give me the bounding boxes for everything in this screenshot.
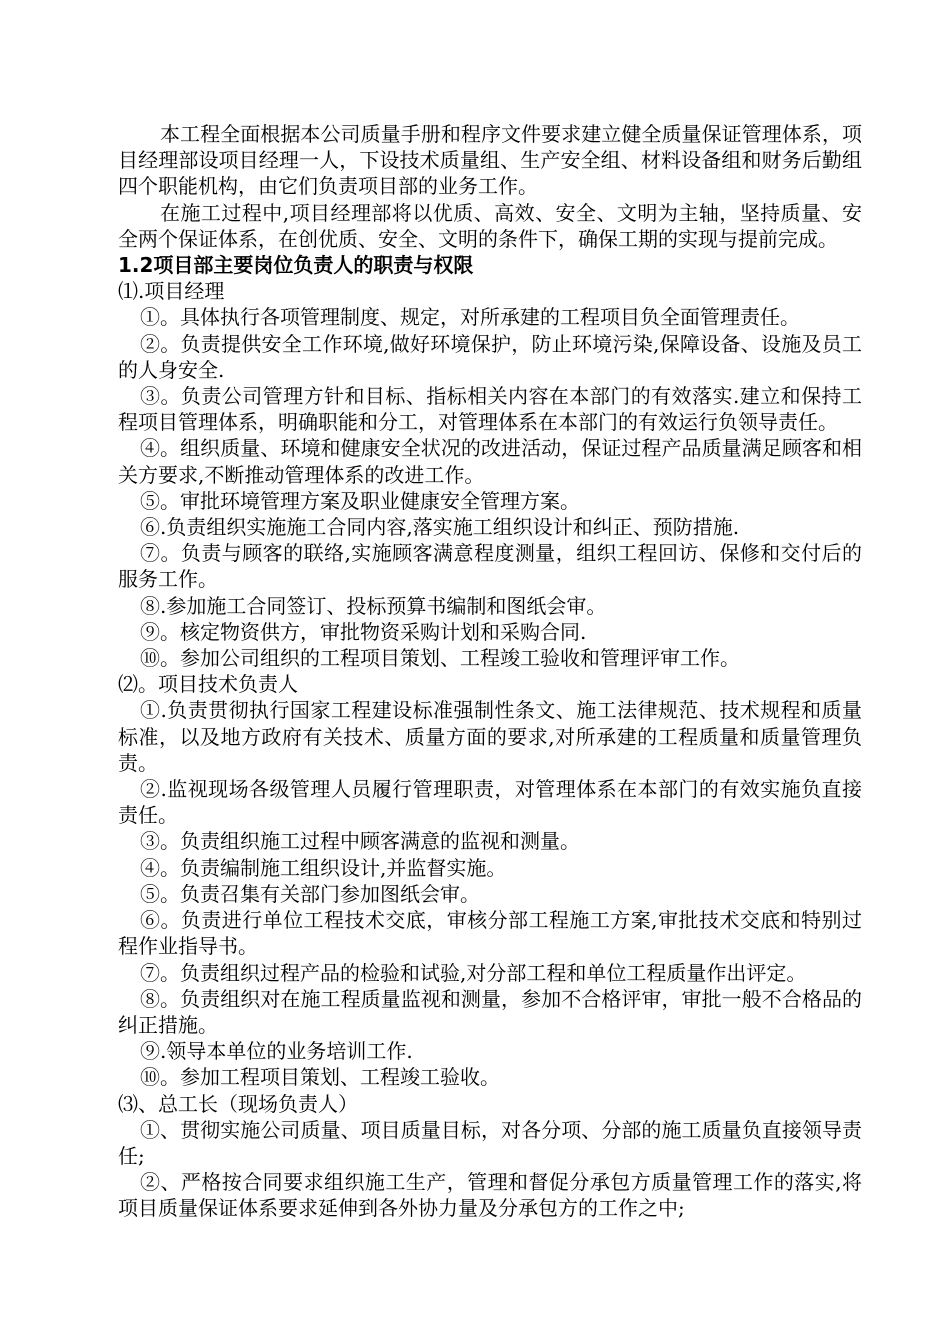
list-item: ⑦。负责与顾客的联络,实施顾客满意程度测量，组织工程回访、保修和交付后的服务工作。 [118,541,862,592]
list-item: ③。负责组织施工过程中顾客满意的监视和测量。 [140,829,580,854]
list-item: ②.监视现场各级管理人员履行管理职责，对管理体系在本部门的有效实施负直接责任。 [118,777,862,828]
list-item: ⑧.参加施工合同签订、投标预算书编制和图纸会审。 [140,593,607,618]
list-item: ⑦。负责组织过程产品的检验和试验,对分部工程和单位工程质量作出评定。 [140,960,807,985]
list-item: ④。负责编制施工组织设计,并监督实施。 [140,855,507,880]
list-item: ⑥.负责组织实施施工合同内容,落实施工组织设计和纠正、预防措施. [140,515,740,540]
intro-paragraph-2: 在施工过程中,项目经理部将以优质、高效、安全、文明为主轴，坚持质量、安全两个保证体系，在创优质、安全、文明的条件下，确保工期的实现与提前完成。 [118,200,862,251]
list-item: ⑥。负责进行单位工程技术交底，审核分部工程施工方案,审批技术交底和特别过程作业指导书。 [118,908,862,959]
list-item: ①、贯彻实施公司质量、项目质量目标，对各分项、分部的施工质量负直接领导责任; [118,1117,862,1168]
list-item: ⑩。参加公司组织的工程项目策划、工程竣工验收和管理评审工作。 [140,646,740,671]
list-item: ③。负责公司管理方针和目标、指标相关内容在本部门的有效落实.建立和保持工程项目管理体系，明确职能和分工，对管理体系在本部门的有效运行负领导责任。 [118,384,862,435]
list-item: ④。组织质量、环境和健康安全状况的改进活动，保证过程产品质量满足顾客和相关方要求,不断推动管理体系的改进工作。 [118,436,862,487]
list-item: ②。负责提供安全工作环境,做好环境保护，防止环境污染,保障设备、设施及员工的人身安全. [118,331,862,382]
pm-title: ⑴.项目经理 [118,279,225,304]
list-item: ⑨。核定物资供方，审批物资采购计划和采购合同. [140,619,587,644]
list-item: ①。具体执行各项管理制度、规定，对所承建的工程项目负全面管理责任。 [140,305,800,330]
list-item: ⑤。审批环境管理方案及职业健康安全管理方案。 [140,488,580,513]
tech-title: ⑵。项目技术负责人 [118,672,298,697]
chief-title: ⑶、总工长（现场负责人） [118,1091,358,1116]
list-item: ⑨.领导本单位的业务培训工作. [140,1039,413,1064]
list-item: ①.负责贯彻执行国家工程建设标准强制性条文、施工法律规范、技术规程和质量标准，以及地方政府有关技术、质量方面的要求,对所承建的工程质量和质量管理负责。 [118,698,862,775]
list-item: ②、严格按合同要求组织施工生产，管理和督促分承包方质量管理工作的落实,将项目质量保证体系要求延伸到各外协力量及分承包方的工作之中; [118,1170,862,1221]
list-item: ⑩。参加工程项目策划、工程竣工验收。 [140,1065,500,1090]
section-heading: 1.2项目部主要岗位负责人的职责与权限 [118,253,474,278]
list-item: ⑧。负责组织对在施工程质量监视和测量，参加不合格评审，审批一般不合格品的纠正措施。 [118,986,862,1037]
intro-paragraph-1: 本工程全面根据本公司质量手册和程序文件要求建立健全质量保证管理体系，项目经理部设项目经理一人，下设技术质量组、生产安全组、材料设备组和财务后勤组四个职能机构，由它们负责项目部的业务工作。 [118,122,862,199]
document-page [118,121,862,1222]
list-item: ⑤。负责召集有关部门参加图纸会审。 [140,881,480,906]
